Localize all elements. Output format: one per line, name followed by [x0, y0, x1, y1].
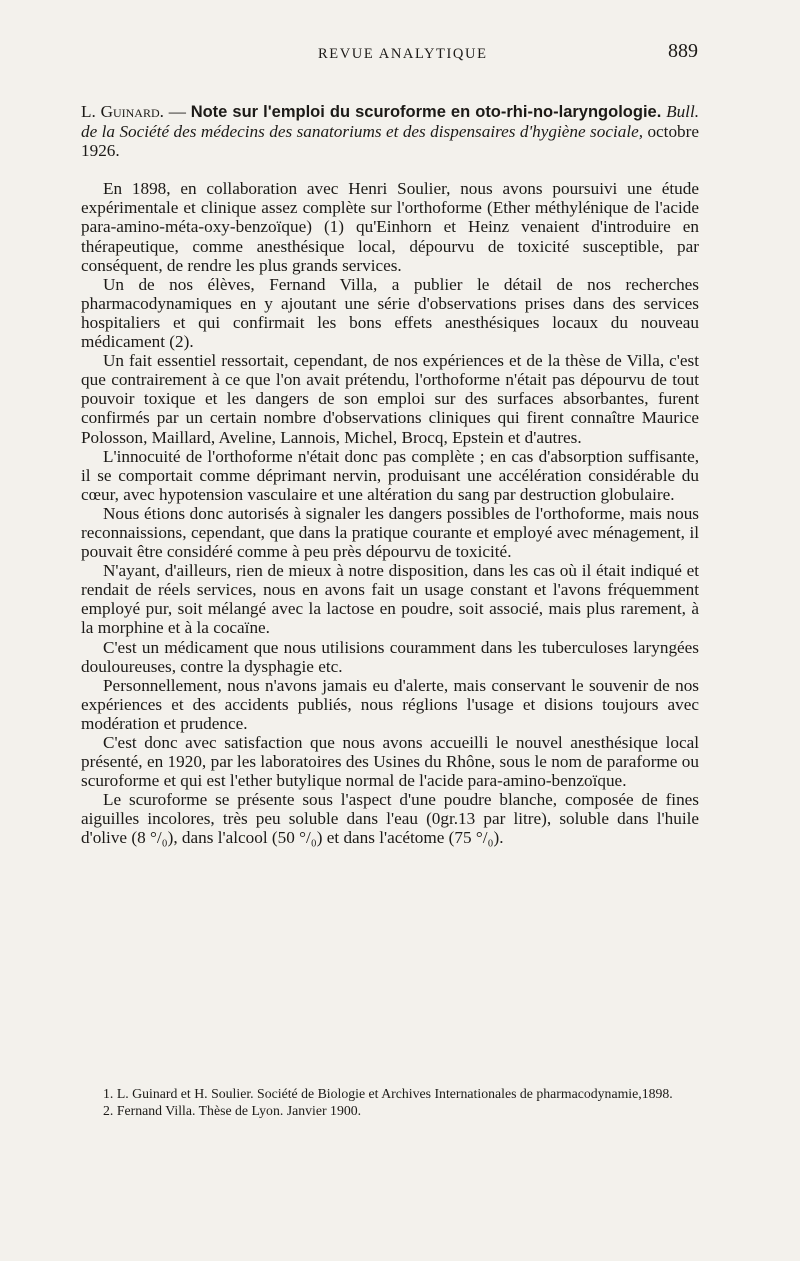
paragraph: Un fait essentiel ressortait, cependant, de nos expériences et de la thèse de Villa, c'est que contrairement à ce que l'on avait prétendu, l'orthoforme n'était pas dépourvu de tout pouvoir toxique et les dangers de son emploi sur des surfaces absorbantes, furent confirmés par un certain nombre d'observations cliniques qui firent connaître Maurice Polosson, Maillard, Aveline, Lannois, Michel, Brocq, Epstein et d'autres.: [81, 351, 699, 447]
article-body: [81, 179, 699, 847]
reference-date: octobre 1926.: [81, 122, 699, 161]
reference-author: L. Guinard.: [81, 102, 164, 121]
running-title: REVUE ANALYTIQUE: [318, 46, 488, 62]
paragraph: C'est donc avec satisfaction que nous avons accueilli le nouvel anesthésique local présenté, en 1920, par les laboratoires des Usines du Rhône, sous le nom de paraforme ou scuroforme et qui est l'ether butylique normal de l'acide para-amino-benzoïque.: [81, 733, 699, 791]
footnote: [81, 1103, 699, 1120]
running-header: [0, 40, 800, 64]
footnote-text: Fernand Villa. Thèse de Lyon. Janvier 1900.: [116, 1102, 362, 1118]
paragraph: Un de nos élèves, Fernand Villa, a publier le détail de nos recherches pharmacodynamiques en y ajoutant une série d'observations prises dans des services hospitaliers et qui confirmait les bons effets anesthésiques locaux du nouveau médicament (2).: [81, 274, 699, 352]
footnote-number: 1.: [103, 1086, 114, 1101]
reference-dash: —: [163, 102, 191, 121]
paragraph: En 1898, en collaboration avec Henri Soulier, nous avons poursuivi une étude expérimentale et clinique assez complète sur l'orthoforme (Ether méthylénique de l'acide para-amino-méta-oxy-benzoïque) (1) qu'Einhorn et Heinz venaient d'introduire en thérapeutique, comme anesthésique local, dépourvu de toxicité susceptible, par conséquent, de rendre les plus grands services.: [81, 179, 699, 275]
paragraph: Personnellement, nous n'avons jamais eu d'alerte, mais conservant le souvenir de nos expériences et des accidents publiés, nous réglions l'usage et disions toujours avec modération et prudence.: [81, 675, 699, 733]
reference-title: Note sur l'emploi du scuroforme en oto-rhi-no-laryngologie.: [190, 103, 662, 121]
paragraph: N'ayant, d'ailleurs, rien de mieux à notre disposition, dans les cas où il était indiqué et rendait de réels services, nous en avons fait un usage constant et l'avons fréquemment employé pur, soit mélangé avec la lactose en poudre, soit associé, mais plus rarement, à la morphine et à la cocaïne.: [81, 561, 699, 638]
paragraph: L'innocuité de l'orthoforme n'était donc pas complète ; en cas d'absorption suffisante, il se comportait comme déprimant nervin, produisant une accélération considérable du cœur, avec hypotension vasculaire et une altération du sang par destruction globulaire.: [81, 446, 699, 504]
footnote-number: 2.: [103, 1102, 114, 1118]
reference-journal: Bull. de la Société des médecins des sanatoriums et des dispensaires d'hygiène sociale,: [81, 102, 700, 142]
paragraph: C'est un médicament que nous utilisions couramment dans les tuberculoses laryngées douloureuses, contre la dysphagie etc.: [81, 637, 699, 676]
paragraph: Le scuroforme se présente sous l'aspect d'une poudre blanche, composée de fines aiguilles incolores, très peu soluble dans l'eau (0gr.13 par litre), soluble dans l'huile d'olive (8 °/₀), dans l'alcool (50 °/₀) et dans l'acétome (75 °/₀).: [81, 790, 699, 848]
footnotes: [81, 1086, 699, 1119]
page-number: 889: [668, 40, 698, 62]
paragraph: Nous étions donc autorisés à signaler les dangers possibles de l'orthoforme, mais nous reconnaissions, cependant, que dans la pratique courante et employé avec ménagement, il pouvait être considéré comme à peu près dépourvu de toxicité.: [81, 503, 699, 562]
footnote: [81, 1086, 699, 1103]
footnote-text: L. Guinard et H. Soulier. Société de Biologie et Archives Internationales de pharmacodynamie,1898.: [116, 1086, 673, 1101]
article: [81, 102, 699, 848]
bibliographic-reference: [81, 102, 699, 160]
